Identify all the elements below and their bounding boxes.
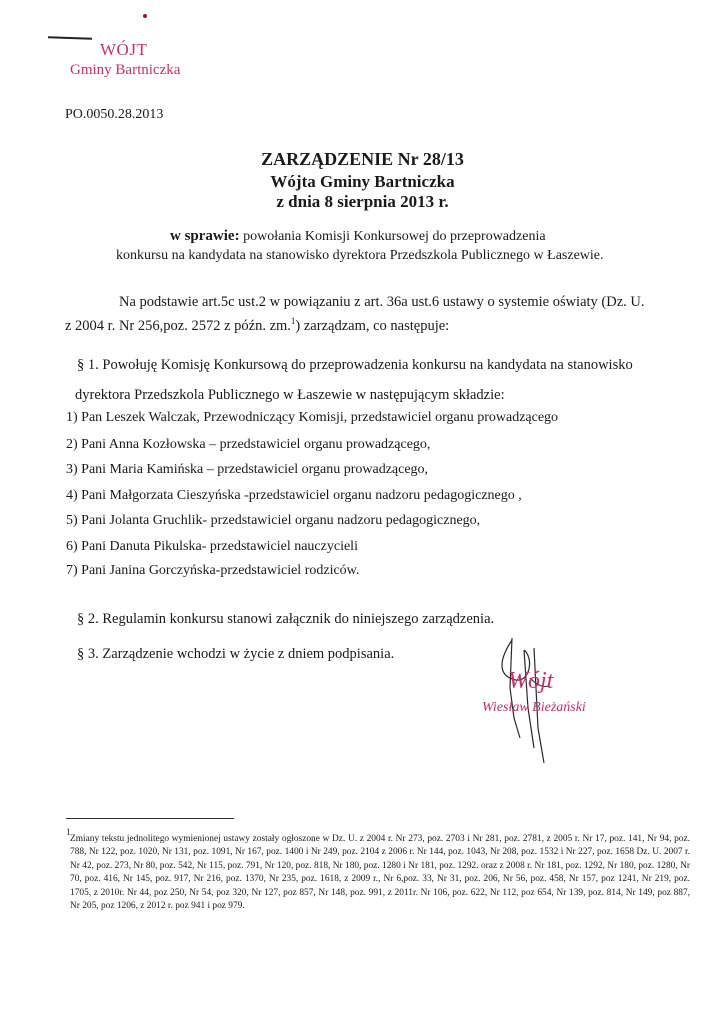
- handwritten-signature: [490, 628, 580, 768]
- subject-line-2: konkursu na kandydata na stanowisko dyrektora Przedszkola Publicznego w Łaszewie.: [116, 248, 604, 263]
- member-item: 1) Pan Leszek Walczak, Przewodniczący Komisji, przedstawiciel organu prowadzącego: [66, 410, 559, 425]
- pen-stroke: [48, 36, 92, 40]
- subject-line-1: [170, 228, 546, 245]
- paragraph-1-line-1: § 1. Powołuję Komisję Konkursową do przeprowadzenia konkursu na kandydata na stanowisko: [77, 357, 633, 373]
- footnote-mark: 1: [66, 827, 71, 837]
- document-date: z dnia 8 sierpnia 2013 r.: [276, 192, 449, 211]
- paragraph-1-line-2: dyrektora Przedszkola Publicznego w Łaszewie w następującym składzie:: [75, 387, 505, 403]
- member-item: 4) Pani Małgorzata Cieszyńska -przedstawiciel organu nadzoru pedagogicznego ,: [66, 488, 522, 503]
- footnote-divider: [66, 818, 234, 819]
- stamp-subtitle: Gminy Bartniczka: [70, 62, 181, 78]
- signature-name: Wiesław Bieżański: [482, 700, 586, 715]
- document-issuer: Wójta Gminy Bartniczka: [270, 172, 455, 191]
- subject-label: w sprawie:: [170, 228, 240, 244]
- paragraph-2: § 2. Regulamin konkursu stanowi załącznik do niniejszego zarządzenia.: [77, 611, 495, 627]
- document-title: ZARZĄDZENIE Nr 28/13: [261, 149, 464, 169]
- legal-basis-line-1: Na podstawie art.5c ust.2 w powiązaniu z art. 36a ust.6 ustawy o systemie oświaty (Dz. U.: [119, 294, 645, 310]
- legal-basis-ending: ) zarządzam, co następuje:: [295, 317, 450, 334]
- member-item: 5) Pani Jolanta Gruchlik- przedstawiciel organu nadzoru pedagogicznego,: [66, 513, 481, 528]
- paragraph-3: § 3. Zarządzenie wchodzi w życie z dniem podpisania.: [77, 646, 395, 662]
- signature-role: Wójt: [508, 668, 554, 694]
- stamp-title: WÓJT: [100, 40, 148, 59]
- subject-text: powołania Komisji Konkursowej do przeprowadzenia: [239, 229, 546, 244]
- member-item: 7) Pani Janina Gorczyńska-przedstawiciel rodziców.: [66, 563, 360, 578]
- footnote-text: Zmiany tekstu jednolitego wymienionej ustawy zostały ogłoszone w Dz. U. z 2004 r. Nr 273, poz. 2703 i Nr 281, poz. 2781, z 2005 r. Nr 17, poz. 141, Nr 94, poz. 788, Nr 122, poz. 1020, Nr 131, poz. 1091, Nr 167, poz. 1400 i Nr 249, poz. 2104 z 2006 r. Nr 144, poz. 1043, Nr 208, poz. 1532 i Nr 227, poz. 1658 Dz. U. 2007 r. Nr 42, poz. 273, Nr 80, poz. 542, Nr 115, poz. 791, Nr 120, poz. 818, Nr 180, poz. 1280 i Nr 181, poz. 1292. oraz z 2008 r. Nr 181, poz. 1292, Nr 180, poz. 1280, Nr 70, poz. 416, Nr 145, poz. 917, Nr 216, poz. 1370, Nr 235, poz. 1618, z 2009 r., Nr 6,poz. 33, Nr 31, poz. 206, Nr 56, poz. 458, Nr 157, poz 1241, Nr 219, poz. 1705, z 2010r. Nr 44, poz 250, Nr 54, poz 320, Nr 127, poz 857, Nr 148, poz. 991, z 2011r. Nr 106, poz. 622, Nr 112, poz 654, Nr 139, poz. 814, Nr 149, poz 887, Nr 205, poz 1206, z 2012 r. poz 941 i poz 979.: [70, 834, 690, 912]
- footnote-reference: 1: [290, 316, 296, 326]
- legal-basis-line-2: [65, 316, 449, 335]
- legal-basis-text: z 2004 r. Nr 256,poz. 2572 z późn. zm.: [65, 317, 291, 334]
- member-item: 3) Pani Maria Kamińska – przedstawiciel organu prowadzącego,: [66, 462, 429, 477]
- ink-dot: [143, 14, 147, 18]
- member-item: 6) Pani Danuta Pikulska- przedstawiciel nauczycieli: [66, 539, 358, 554]
- member-item: 2) Pani Anna Kozłowska – przedstawiciel organu prowadzącego,: [66, 437, 431, 452]
- reference-number: PO.0050.28.2013: [65, 107, 164, 122]
